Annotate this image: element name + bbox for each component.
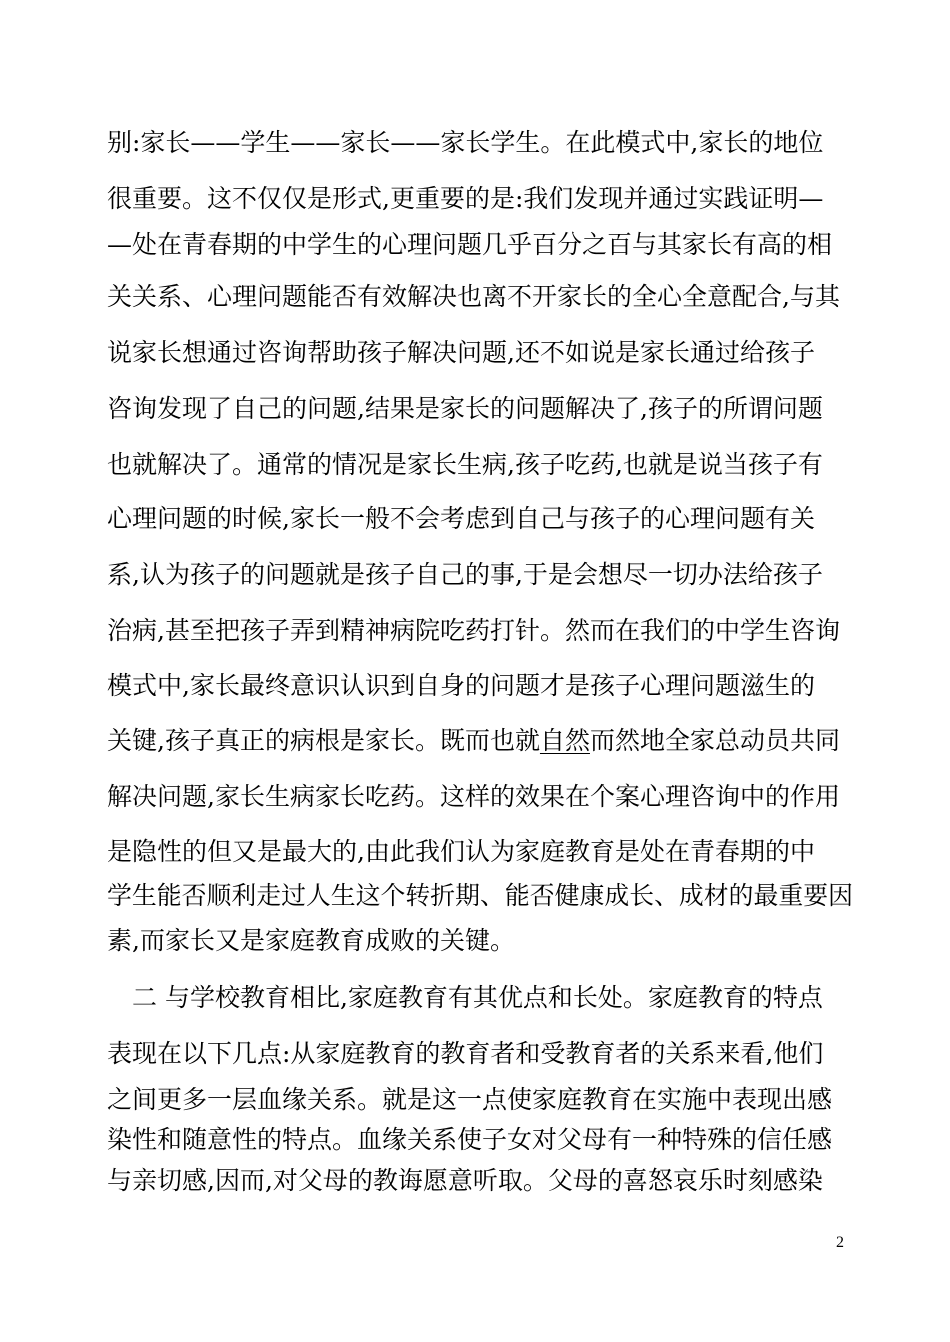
text-line: 与亲切感,因而,对父母的教诲愿意听取。父母的喜怒哀乐时刻感染 bbox=[107, 1166, 823, 1195]
page-number: 2 bbox=[836, 1234, 844, 1251]
text-line bbox=[107, 725, 853, 757]
text-line: 别:家长——学生——家长——家长学生。在此模式中,家长的地位 bbox=[107, 128, 824, 157]
underlined-word: 自然 bbox=[539, 726, 590, 755]
text-line: 心理问题的时候,家长一般不会考虑到自己与孩子的心理问题有关 bbox=[107, 504, 815, 533]
text-line: 染性和随意性的特点。血缘关系使子女对父母有一种特殊的信任感 bbox=[107, 1125, 833, 1154]
text-line: 系,认为孩子的问题就是孩子自己的事,于是会想尽一切办法给孩子 bbox=[107, 560, 823, 589]
text-line: 很重要。这不仅仅是形式,更重要的是:我们发现并通过实践证明— bbox=[107, 184, 824, 213]
text-line: 素,而家长又是家庭教育成败的关键。 bbox=[107, 926, 515, 955]
text-line: 也就解决了。通常的情况是家长生病,孩子吃药,也就是说当孩子有 bbox=[107, 450, 823, 479]
paragraph-heading-line: 二 与学校教育相比,家庭教育有其优点和长处。家庭教育的特点 bbox=[132, 983, 823, 1012]
text-line: 说家长想通过咨询帮助孩子解决问题,还不如说是家长通过给孩子 bbox=[107, 338, 815, 367]
text-line: 表现在以下几点:从家庭教育的教育者和受教育者的关系来看,他们 bbox=[107, 1039, 824, 1068]
text-line: —处在青春期的中学生的心理问题几乎百分之百与其家长有高的相 bbox=[107, 230, 833, 259]
text-line: 解决问题,家长生病家长吃药。这样的效果在个案心理咨询中的作用 bbox=[107, 782, 840, 811]
text-line: 治病,甚至把孩子弄到精神病院吃药打针。然而在我们的中学生咨询 bbox=[107, 616, 840, 645]
text-line: 之间更多一层血缘关系。就是这一点使家庭教育在实施中表现出感 bbox=[107, 1085, 833, 1114]
text-segment: 关键,孩子真正的病根是家长。既而也就 bbox=[107, 726, 540, 755]
text-line: 咨询发现了自己的问题,结果是家长的问题解决了,孩子的所谓问题 bbox=[107, 394, 823, 423]
text-line: 关关系、心理问题能否有效解决也离不开家长的全心全意配合,与其 bbox=[107, 282, 840, 311]
text-line: 是隐性的但又是最大的,由此我们认为家庭教育是处在青春期的中 bbox=[107, 837, 815, 866]
text-line: 学生能否顺利走过人生这个转折期、能否健康成长、成材的最重要因 bbox=[107, 881, 854, 910]
text-line: 模式中,家长最终意识认识到自身的问题才是孩子心理问题滋生的 bbox=[107, 671, 815, 700]
text-segment: 而然地全家总动员共同 bbox=[589, 726, 840, 755]
